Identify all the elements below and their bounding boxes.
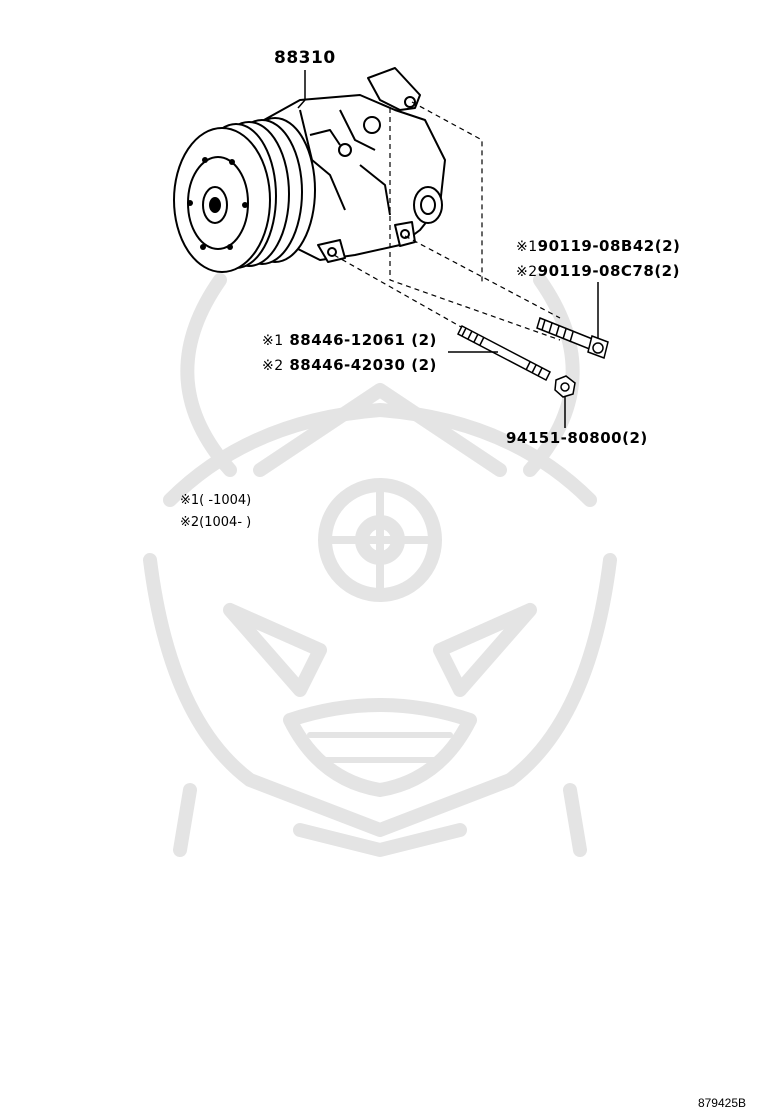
note-variant2 <box>180 515 251 530</box>
short-bolt-qty-variant1: (2) <box>654 237 681 255</box>
note-variant1 <box>180 493 251 508</box>
short-bolt-label-variant2 <box>516 262 680 280</box>
long-bolt-label-variant2 <box>262 356 437 374</box>
long-bolt-drawing <box>458 326 550 380</box>
note-text: ( -1004) <box>199 493 252 508</box>
short-bolt-number-variant2: 90119-08C78 <box>537 262 655 280</box>
compressor-part-number: 88310 <box>274 48 336 68</box>
long-bolt-qty-variant2: (2) <box>411 356 437 374</box>
long-bolt-number-variant1: 88446-12061 <box>289 331 406 349</box>
long-bolt-label-variant1 <box>262 331 437 349</box>
nut-number: 94151-80800 <box>506 429 623 447</box>
variant1-mark: ※1 <box>262 333 284 349</box>
short-bolt-number-variant1: 90119-08B42 <box>537 237 655 255</box>
short-bolt-label-variant1 <box>516 237 680 255</box>
note-text: (1004- ) <box>199 515 252 530</box>
variant1-mark: ※1 <box>516 239 538 255</box>
reference-code: 879425B <box>697 1096 746 1110</box>
nut-label <box>506 429 648 447</box>
short-bolt-qty-variant2: (2) <box>654 262 680 280</box>
variant2-mark: ※2 <box>516 264 538 280</box>
note-mark: ※1 <box>180 493 200 508</box>
long-bolt-qty-variant1: (2) <box>411 331 437 349</box>
variant2-mark: ※2 <box>262 358 284 374</box>
nut-qty: (2) <box>622 429 648 447</box>
compressor-drawing <box>174 68 445 272</box>
long-bolt-number-variant2: 88446-42030 <box>289 356 406 374</box>
note-mark: ※2 <box>180 515 200 530</box>
